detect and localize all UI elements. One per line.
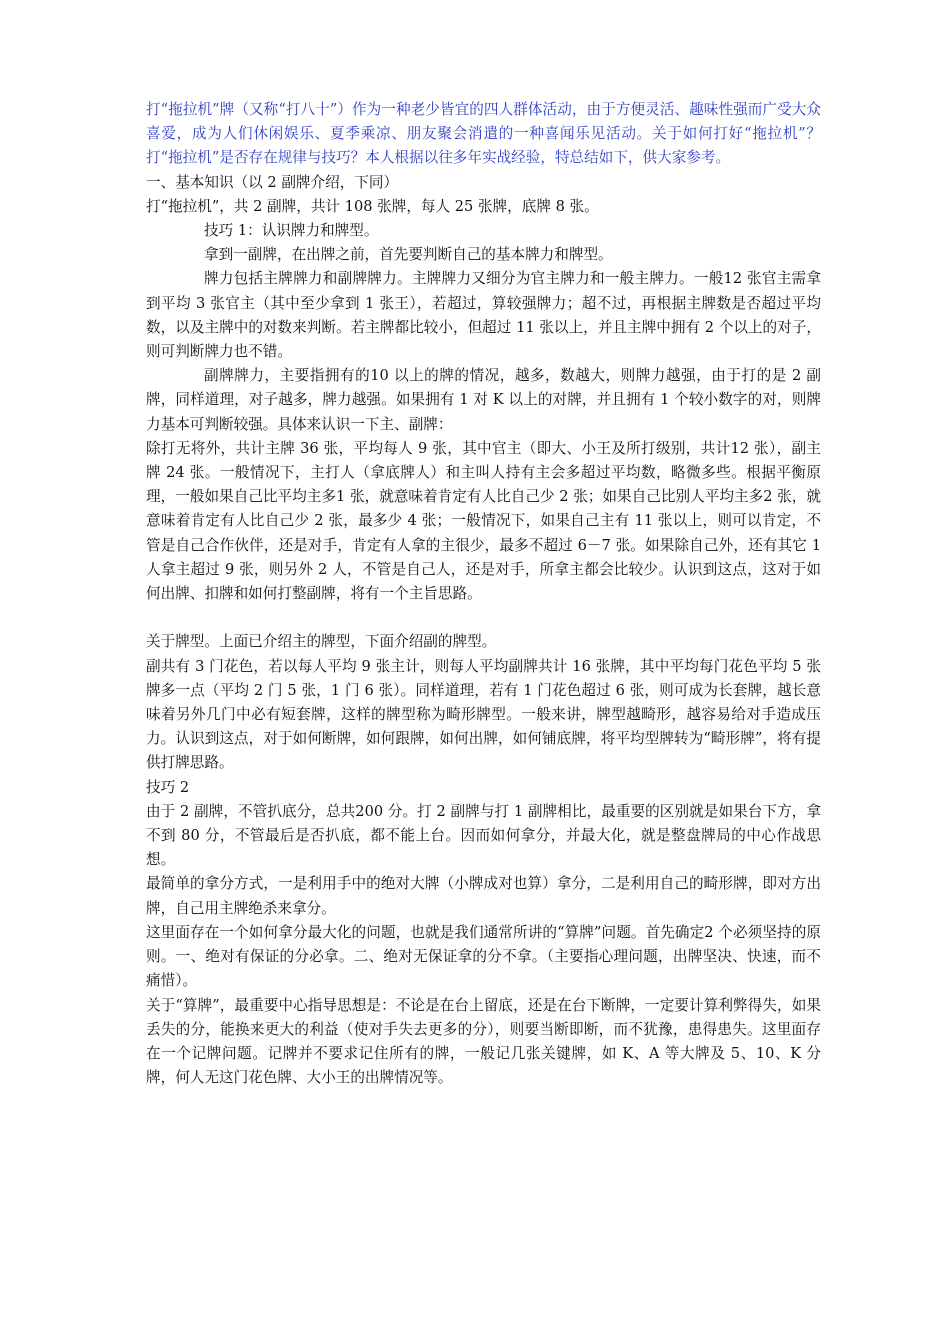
paragraph-hand-shape-intro: 关于牌型。上面已介绍主的牌型，下面介绍副的牌型。 — [146, 633, 497, 651]
intro-paragraph: 打“拖拉机”牌（又称“打八十”）作为一种老少皆宜的四人群体活动，由于方便灵活、趣味性强而广受大众喜爱，成为人们休闲娱乐、夏季乘凉、朋友聚会消遣的一种喜闻乐见活动。关于如何打好“拖拉机”？打“拖拉机”是否存在规律与技巧？本人根据以往多年实战经验，特总结如下，供大家参考。 — [146, 101, 821, 167]
blank-line — [146, 606, 821, 630]
paragraph-card-counting: 关于“算牌”，最重要中心指导思想是：不论是在台上留底，还是在台下断牌，一定要计算利弊得失，如果丢失的分，能换来更大的利益（使对手失去更多的分），则要当断即断，而不犹豫，患得患失。这里面存在一个记牌问题。记牌并不要求记住所有的牌，一般记几张关键牌，如 K、A 等大牌及 5、10、K 分牌，何人无这门花色牌、大小王的出牌情况等。 — [146, 996, 821, 1087]
paragraph-scoring-methods: 最简单的拿分方式，一是利用手中的绝对大牌（小牌成对也算）拿分，二是利用自己的畸形牌，即对方出牌，自己用主牌绝杀来拿分。 — [146, 875, 821, 917]
paragraph-principles: 这里面存在一个如何拿分最大化的问题，也就是我们通常所讲的“算牌”问题。首先确定2 个必须坚持的原则。一、绝对有保证的分必拿。二、绝对无保证拿的分不拿。（主要指心理问题，出牌坚决、快速，而不痛惜）。 — [146, 923, 821, 990]
paragraph-side-suits: 副共有 3 门花色，若以每人平均 9 张主计，则每人平均副牌共计 16 张牌，其中平均每门花色平均 5 张牌多一点（平均 2 门 5 张，1 门 6 张）。同样道理，若有 1 门花色超过 6 张，则可成为长套牌，越长意味着另外几门中必有短套牌，这样的牌型称为畸形牌型。一般来讲，牌型越畸形，越容易给对手造成压力。认识到这点，对于如何断牌，如何跟牌，如何出牌，如何铺底牌，将平均型牌转为“畸形牌”，将有提供打牌思路。 — [146, 657, 821, 772]
paragraph-judge-hand: 拿到一副牌，在出牌之前，首先要判断自己的基本牌力和牌型。 — [204, 246, 613, 264]
tip-1-heading: 技巧 1：认识牌力和牌型。 — [204, 222, 379, 240]
paragraph-deck-info: 打“拖拉机”，共 2 副牌，共计 108 张牌，每人 25 张牌，底牌 8 张。 — [146, 197, 599, 215]
paragraph-trump-count: 除打无将外，共计主牌 36 张，平均每人 9 张，其中官主（即大、小王及所打级别，共计12 张），副主牌 24 张。一般情况下，主打人（拿底牌人）和主叫人持有主会多超过平均数，略微多些。根据平衡原理，一般如果自己比平均主多1 张，就意味着肯定有人比自己少 2 张；如果自己比别人平均主多2 张，就意味着肯定有人比自己少 2 张，最多少 4 张；一般情况下，如果自己主有 11 张以上，则可以肯定，不管是自己合作伙伴，还是对手，肯定有人拿的主很少，最多不超过 6－7 张。如果除自己外，还有其它 1 人拿主超过 9 张，则另外 2 人，不管是自己人，还是对手，所拿主都会比较少。认识到这点，这对于如何出牌、扣牌和如何打整副牌，将有一个主旨思路。 — [146, 439, 821, 603]
tip-2-heading: 技巧 2 — [146, 778, 190, 796]
section-heading-basics: 一、基本知识（以 2 副牌介绍，下同） — [146, 173, 399, 191]
paragraph-side-strength: 副牌牌力，主要指拥有的10 以上的牌的情况，越多，数越大，则牌力越强，由于打的是 2 副牌，同样道理，对子越多，牌力越强。如果拥有 1 对 K 以上的对牌，并且拥有 1 个较小数字的对，则牌力基本可判断较强。具体来认识一下主、副牌： — [146, 367, 821, 433]
paragraph-points-total: 由于 2 副牌，不管扒底分，总共200 分。打 2 副牌与打 1 副牌相比，最重要的区别就是如果台下方，拿不到 80 分，不管最后是否扒底，都不能上台。因而如何拿分，并最大化，就是整盘牌局的中心作战思想。 — [146, 802, 821, 869]
document-body — [146, 98, 821, 1090]
paragraph-trump-strength: 牌力包括主牌牌力和副牌牌力。主牌牌力又细分为官主牌力和一般主牌力。一般12 张官主需拿到平均 3 张官主（其中至少拿到 1 张王），若超过，算较强牌力；超不过，再根据主牌数是否超过平均数，以及主牌中的对数来判断。若主牌都比较小，但超过 11 张以上，并且主牌中拥有 2 个以上的对子，则可判断牌力也不错。 — [146, 270, 821, 361]
